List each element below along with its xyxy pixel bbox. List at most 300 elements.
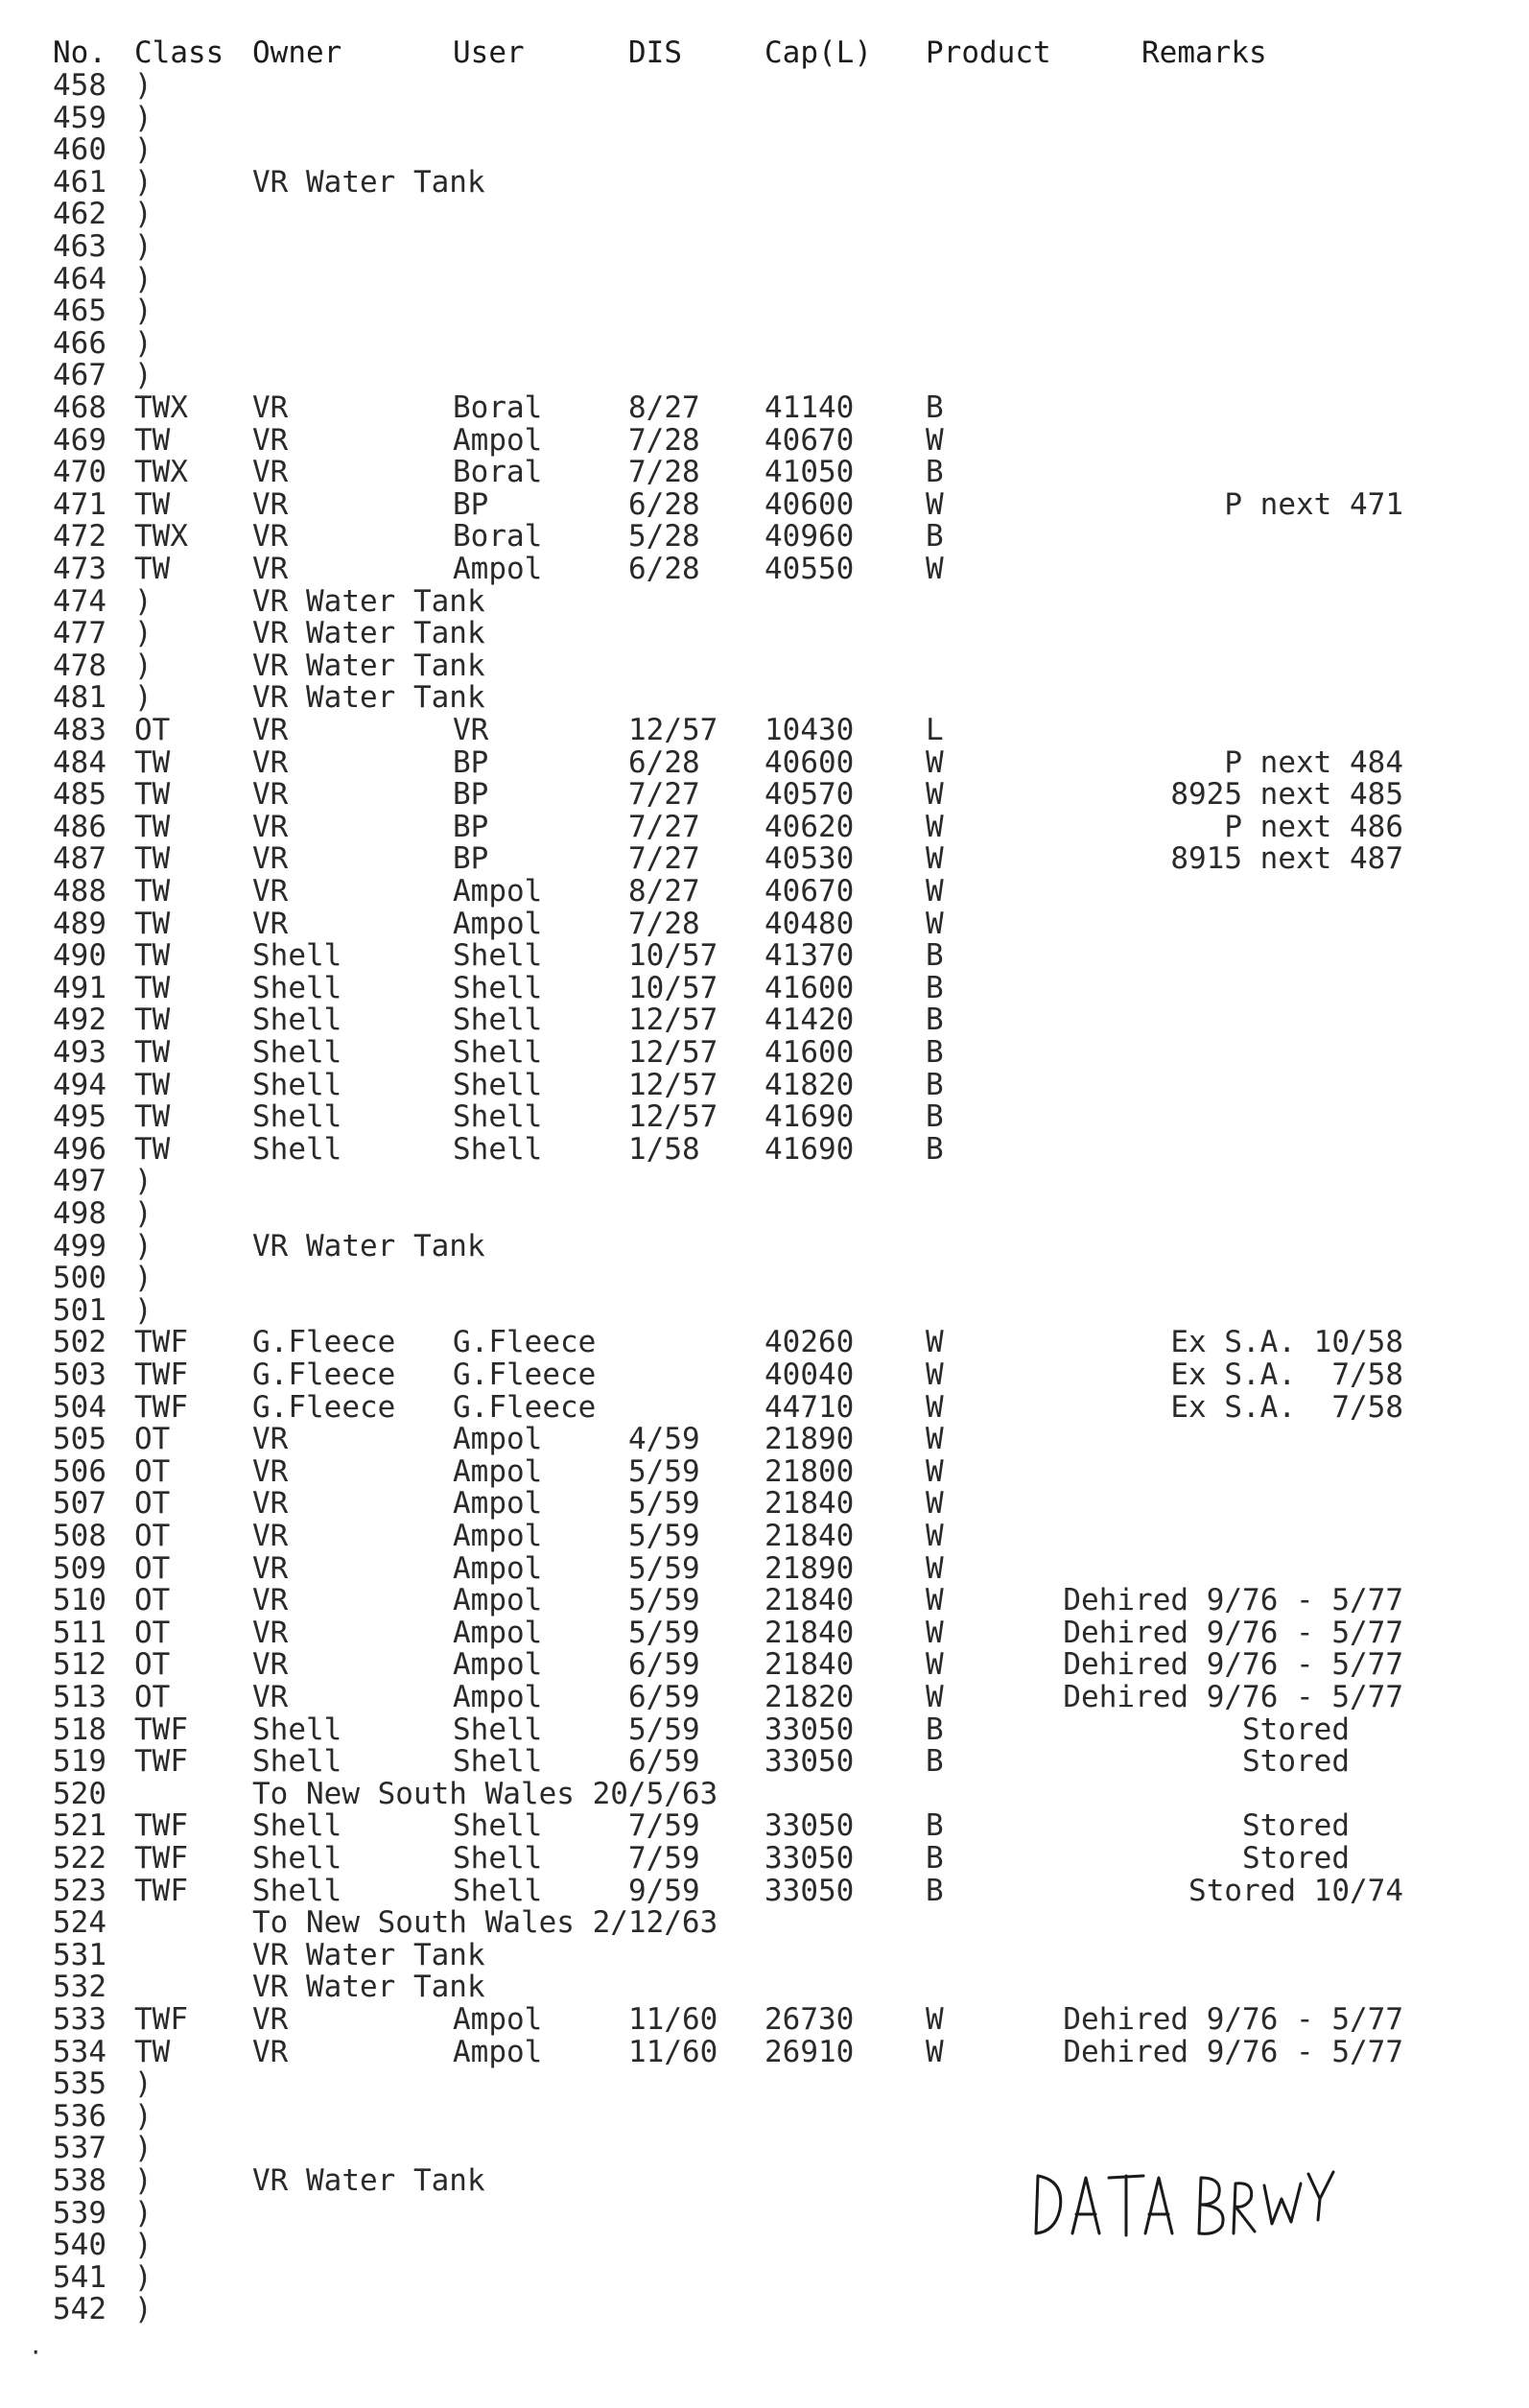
cell-remarks: Stored bbox=[1242, 1841, 1403, 1876]
table-row bbox=[0, 585, 1529, 618]
cell-user: Boral bbox=[453, 455, 543, 490]
cell-owner: Shell bbox=[252, 1003, 342, 1038]
cell-no: 521 bbox=[53, 1808, 106, 1844]
cell-class: OT bbox=[134, 1422, 171, 1457]
cell-no: 536 bbox=[53, 2098, 106, 2134]
cell-product: B bbox=[926, 1099, 944, 1135]
cell-owner: VR Water Tank bbox=[252, 1228, 485, 1263]
table-row bbox=[0, 746, 1529, 779]
cell-cap: 41600 bbox=[764, 970, 855, 1005]
cell-dis: 10/57 bbox=[628, 970, 718, 1005]
cell-user: Shell bbox=[453, 1808, 543, 1844]
cell-no: 522 bbox=[53, 1841, 106, 1876]
cell-dis: 12/57 bbox=[628, 713, 718, 747]
cell-cap: 21820 bbox=[764, 1680, 855, 1714]
cell-product: W bbox=[926, 809, 944, 844]
cell-no: 508 bbox=[53, 1519, 106, 1553]
cell-class: ) bbox=[134, 1292, 153, 1328]
cell-product: B bbox=[926, 1003, 944, 1038]
cell-no: 518 bbox=[53, 1712, 106, 1747]
table-row bbox=[0, 842, 1529, 875]
cell-dis: 9/59 bbox=[628, 1873, 700, 1908]
cell-dis: 12/57 bbox=[628, 1099, 718, 1135]
table-row bbox=[0, 875, 1529, 908]
cell-cap: 40480 bbox=[764, 906, 855, 941]
cell-class: ) bbox=[134, 2195, 153, 2231]
cell-owner: Shell bbox=[252, 970, 342, 1005]
table-row bbox=[0, 1584, 1529, 1617]
cell-product: B bbox=[926, 1744, 944, 1780]
table-row bbox=[0, 1971, 1529, 2003]
cell-user: Shell bbox=[453, 1744, 543, 1780]
cell-dis: 8/27 bbox=[628, 390, 700, 425]
cell-class: TW bbox=[134, 841, 171, 877]
cell-no: 467 bbox=[53, 358, 106, 393]
cell-product: W bbox=[926, 1583, 944, 1618]
cell-product: B bbox=[926, 1712, 944, 1747]
table-row bbox=[0, 1487, 1529, 1520]
table-row bbox=[0, 553, 1529, 585]
table-row bbox=[0, 1778, 1529, 1810]
cell-product: B bbox=[926, 1841, 944, 1876]
cell-class: TWX bbox=[134, 455, 188, 490]
cell-remarks: Stored bbox=[1242, 1712, 1403, 1747]
cell-no: 484 bbox=[53, 744, 106, 780]
table-row bbox=[0, 456, 1529, 488]
table-row bbox=[0, 1423, 1529, 1455]
cell-class: ) bbox=[134, 164, 153, 200]
header-owner: Owner bbox=[252, 35, 342, 70]
cell-cap: 33050 bbox=[764, 1808, 855, 1844]
cell-class: ) bbox=[134, 229, 153, 264]
cell-class: TWF bbox=[134, 1744, 188, 1780]
cell-dis: 5/28 bbox=[628, 519, 700, 555]
cell-class: TW bbox=[134, 1035, 171, 1070]
cell-dis: 7/28 bbox=[628, 422, 700, 458]
cell-dis: 6/59 bbox=[628, 1680, 700, 1714]
cell-user: Ampol bbox=[453, 1486, 543, 1522]
cell-class: ) bbox=[134, 2259, 153, 2295]
cell-class: ) bbox=[134, 2292, 153, 2327]
cell-dis: 7/28 bbox=[628, 906, 700, 941]
table-row bbox=[0, 1745, 1529, 1778]
cell-class: TWF bbox=[134, 2002, 188, 2037]
cell-user: Shell bbox=[453, 1003, 543, 1038]
cell-user: Shell bbox=[453, 970, 543, 1005]
cell-owner: Shell bbox=[252, 1067, 342, 1102]
cell-user: Ampol bbox=[453, 2002, 543, 2037]
cell-no: 541 bbox=[53, 2259, 106, 2295]
cell-owner: G.Fleece bbox=[252, 1357, 396, 1392]
table-row bbox=[0, 1230, 1529, 1263]
cell-user: Shell bbox=[453, 1131, 543, 1167]
cell-class: TWX bbox=[134, 390, 188, 425]
table-row bbox=[0, 1358, 1529, 1391]
cell-no: 473 bbox=[53, 552, 106, 586]
cell-product: W bbox=[926, 1325, 944, 1360]
cell-remarks: Stored bbox=[1242, 1744, 1403, 1780]
cell-user: Ampol bbox=[453, 1519, 543, 1553]
cell-owner: Shell bbox=[252, 938, 342, 974]
table-row bbox=[0, 1939, 1529, 1971]
cell-cap: 40040 bbox=[764, 1357, 855, 1392]
cell-no: 462 bbox=[53, 197, 106, 232]
cell-owner: VR bbox=[252, 1422, 289, 1457]
cell-owner: VR Water Tank bbox=[252, 680, 485, 716]
cell-product: W bbox=[926, 2002, 944, 2037]
cell-class: OT bbox=[134, 1550, 171, 1586]
cell-remarks: Ex S.A. 10/58 bbox=[1170, 1325, 1403, 1360]
cell-owner: VR bbox=[252, 552, 289, 586]
cell-no: 519 bbox=[53, 1744, 106, 1780]
cell-remarks: P next 471 bbox=[1224, 486, 1403, 522]
cell-class: TW bbox=[134, 2034, 171, 2069]
cell-product: W bbox=[926, 422, 944, 458]
cell-owner: VR bbox=[252, 1453, 289, 1489]
cell-dis: 7/27 bbox=[628, 777, 700, 813]
table-row bbox=[0, 1003, 1529, 1036]
cell-no: 461 bbox=[53, 164, 106, 200]
cell-remarks: Stored 10/74 bbox=[1188, 1873, 1403, 1908]
header-product: Product bbox=[926, 35, 1051, 70]
cell-cap: 10430 bbox=[764, 713, 855, 747]
table-row bbox=[0, 520, 1529, 553]
cell-user: Ampol bbox=[453, 422, 543, 458]
cell-product: B bbox=[926, 1808, 944, 1844]
cell-no: 520 bbox=[53, 1776, 106, 1811]
cell-no: 502 bbox=[53, 1325, 106, 1360]
cell-product: W bbox=[926, 1519, 944, 1553]
table-row bbox=[0, 1100, 1529, 1133]
cell-user: Shell bbox=[453, 1099, 543, 1135]
table-row bbox=[0, 1648, 1529, 1681]
table-row bbox=[0, 2293, 1529, 2325]
cell-no: 542 bbox=[53, 2292, 106, 2327]
cell-product: W bbox=[926, 1453, 944, 1489]
table-row bbox=[0, 1391, 1529, 1424]
cell-no: 507 bbox=[53, 1486, 106, 1522]
cell-remarks: Dehired 9/76 - 5/77 bbox=[1063, 2034, 1403, 2069]
cell-owner: VR bbox=[252, 2034, 289, 2069]
cell-user: Shell bbox=[453, 938, 543, 974]
cell-class: TW bbox=[134, 938, 171, 974]
cell-cap: 21840 bbox=[764, 1583, 855, 1618]
cell-product: B bbox=[926, 1131, 944, 1167]
cell-owner: VR bbox=[252, 1550, 289, 1586]
cell-cap: 26730 bbox=[764, 2002, 855, 2037]
cell-cap: 21840 bbox=[764, 1486, 855, 1522]
cell-cap: 33050 bbox=[764, 1744, 855, 1780]
cell-user: Ampol bbox=[453, 1647, 543, 1683]
cell-no: 498 bbox=[53, 1196, 106, 1231]
cell-product: B bbox=[926, 938, 944, 974]
cell-no: 533 bbox=[53, 2002, 106, 2037]
cell-class: ) bbox=[134, 261, 153, 296]
table-row bbox=[0, 133, 1529, 166]
cell-no: 485 bbox=[53, 777, 106, 813]
header-user: User bbox=[453, 35, 525, 70]
cell-cap: 41420 bbox=[764, 1003, 855, 1038]
cell-remarks: P next 484 bbox=[1224, 744, 1403, 780]
cell-class: ) bbox=[134, 197, 153, 232]
cell-remarks: 8925 next 485 bbox=[1170, 777, 1403, 813]
cell-no: 513 bbox=[53, 1680, 106, 1714]
cell-no: 511 bbox=[53, 1615, 106, 1650]
cell-owner: Shell bbox=[252, 1131, 342, 1167]
cell-product: B bbox=[926, 970, 944, 1005]
cell-class: TWF bbox=[134, 1325, 188, 1360]
handwritten-note bbox=[1026, 2157, 1343, 2243]
cell-class: TW bbox=[134, 1003, 171, 1038]
cell-dis: 6/59 bbox=[628, 1647, 700, 1683]
cell-user: Ampol bbox=[453, 1583, 543, 1618]
table-row bbox=[0, 2100, 1529, 2133]
cell-cap: 41050 bbox=[764, 455, 855, 490]
cell-user: Ampol bbox=[453, 1453, 543, 1489]
cell-cap: 44710 bbox=[764, 1389, 855, 1425]
cell-dis: 5/59 bbox=[628, 1550, 700, 1586]
header-cap: Cap(L) bbox=[764, 35, 872, 70]
cell-product: B bbox=[926, 455, 944, 490]
cell-product: L bbox=[926, 713, 944, 747]
cell-cap: 40600 bbox=[764, 744, 855, 780]
cell-owner: Shell bbox=[252, 1841, 342, 1876]
cell-cap: 40960 bbox=[764, 519, 855, 555]
cell-note: To New South Wales 2/12/63 bbox=[252, 1905, 718, 1941]
cell-remarks: P next 486 bbox=[1224, 809, 1403, 844]
cell-class: ) bbox=[134, 1196, 153, 1231]
cell-cap: 21840 bbox=[764, 1615, 855, 1650]
cell-cap: 40600 bbox=[764, 486, 855, 522]
table-row bbox=[0, 1809, 1529, 1842]
cell-class: ) bbox=[134, 1228, 153, 1263]
cell-user: G.Fleece bbox=[453, 1357, 597, 1392]
cell-cap: 40570 bbox=[764, 777, 855, 813]
table-row bbox=[0, 1197, 1529, 1230]
cell-class: TW bbox=[134, 422, 171, 458]
cell-class: ) bbox=[134, 1164, 153, 1199]
cell-cap: 33050 bbox=[764, 1873, 855, 1908]
cell-owner: VR Water Tank bbox=[252, 583, 485, 619]
cell-no: 497 bbox=[53, 1164, 106, 1199]
cell-cap: 21890 bbox=[764, 1550, 855, 1586]
cell-product: W bbox=[926, 1486, 944, 1522]
stray-mark: · bbox=[29, 2339, 43, 2366]
cell-class: ) bbox=[134, 616, 153, 651]
cell-class: ) bbox=[134, 2066, 153, 2102]
cell-note: To New South Wales 20/5/63 bbox=[252, 1776, 718, 1811]
cell-owner: G.Fleece bbox=[252, 1325, 396, 1360]
cell-dis: 7/27 bbox=[628, 841, 700, 877]
cell-class: OT bbox=[134, 1583, 171, 1618]
cell-class: TW bbox=[134, 552, 171, 586]
cell-no: 481 bbox=[53, 680, 106, 716]
cell-class: OT bbox=[134, 1680, 171, 1714]
cell-product: W bbox=[926, 552, 944, 586]
cell-cap: 21840 bbox=[764, 1647, 855, 1683]
cell-no: 488 bbox=[53, 874, 106, 909]
table-row bbox=[0, 391, 1529, 424]
cell-user: BP bbox=[453, 809, 489, 844]
cell-owner: VR bbox=[252, 519, 289, 555]
cell-no: 499 bbox=[53, 1228, 106, 1263]
cell-no: 523 bbox=[53, 1873, 106, 1908]
cell-no: 505 bbox=[53, 1422, 106, 1457]
cell-no: 490 bbox=[53, 938, 106, 974]
cell-product: W bbox=[926, 1615, 944, 1650]
cell-cap: 26910 bbox=[764, 2034, 855, 2069]
cell-owner: Shell bbox=[252, 1744, 342, 1780]
cell-no: 495 bbox=[53, 1099, 106, 1135]
cell-dis: 1/58 bbox=[628, 1131, 700, 1167]
cell-dis: 7/28 bbox=[628, 455, 700, 490]
cell-user: Ampol bbox=[453, 2034, 543, 2069]
cell-product: W bbox=[926, 874, 944, 909]
cell-product: W bbox=[926, 744, 944, 780]
cell-no: 472 bbox=[53, 519, 106, 555]
cell-owner: VR Water Tank bbox=[252, 1970, 485, 2005]
cell-no: 540 bbox=[53, 2228, 106, 2263]
table-row bbox=[0, 908, 1529, 940]
cell-product: W bbox=[926, 486, 944, 522]
table-row bbox=[0, 1617, 1529, 1649]
cell-owner: VR Water Tank bbox=[252, 648, 485, 683]
cell-owner: VR bbox=[252, 1519, 289, 1553]
cell-owner: VR bbox=[252, 422, 289, 458]
cell-owner: VR bbox=[252, 1486, 289, 1522]
cell-dis: 5/59 bbox=[628, 1486, 700, 1522]
cell-class: TW bbox=[134, 809, 171, 844]
table-row bbox=[0, 1906, 1529, 1939]
cell-dis: 7/59 bbox=[628, 1841, 700, 1876]
cell-dis: 12/57 bbox=[628, 1067, 718, 1102]
table-row bbox=[0, 327, 1529, 360]
cell-class: ) bbox=[134, 294, 153, 329]
cell-no: 464 bbox=[53, 261, 106, 296]
cell-user: Ampol bbox=[453, 874, 543, 909]
cell-product: B bbox=[926, 1035, 944, 1070]
cell-dis: 6/28 bbox=[628, 486, 700, 522]
cell-product: B bbox=[926, 519, 944, 555]
header-remarks: Remarks bbox=[1141, 35, 1267, 70]
cell-user: Shell bbox=[453, 1712, 543, 1747]
cell-no: 489 bbox=[53, 906, 106, 941]
header-class: Class bbox=[134, 35, 224, 70]
cell-dis: 12/57 bbox=[628, 1003, 718, 1038]
cell-cap: 41690 bbox=[764, 1099, 855, 1135]
cell-no: 494 bbox=[53, 1067, 106, 1102]
cell-owner: VR Water Tank bbox=[252, 2163, 485, 2198]
cell-cap: 33050 bbox=[764, 1841, 855, 1876]
cell-remarks: Stored bbox=[1242, 1808, 1403, 1844]
cell-cap: 41690 bbox=[764, 1131, 855, 1167]
cell-no: 487 bbox=[53, 841, 106, 877]
cell-class: ) bbox=[134, 1261, 153, 1296]
cell-no: 512 bbox=[53, 1647, 106, 1683]
cell-user: VR bbox=[453, 713, 489, 747]
cell-no: 477 bbox=[53, 616, 106, 651]
table-row bbox=[0, 2003, 1529, 2036]
table-row bbox=[0, 972, 1529, 1004]
cell-cap: 41140 bbox=[764, 390, 855, 425]
cell-owner: Shell bbox=[252, 1873, 342, 1908]
cell-no: 534 bbox=[53, 2034, 106, 2069]
table-row bbox=[0, 2036, 1529, 2068]
table-row bbox=[0, 69, 1529, 102]
table-row bbox=[0, 1552, 1529, 1585]
table-row bbox=[0, 1681, 1529, 1713]
cell-class: ) bbox=[134, 2131, 153, 2166]
table-row bbox=[0, 424, 1529, 457]
cell-user: BP bbox=[453, 744, 489, 780]
cell-no: 492 bbox=[53, 1003, 106, 1038]
cell-owner: VR bbox=[252, 390, 289, 425]
cell-cap: 21840 bbox=[764, 1519, 855, 1553]
header-dis: DIS bbox=[628, 35, 682, 70]
cell-dis: 11/60 bbox=[628, 2034, 718, 2069]
cell-no: 470 bbox=[53, 455, 106, 490]
cell-remarks: Ex S.A. 7/58 bbox=[1170, 1357, 1403, 1392]
cell-class: TW bbox=[134, 1067, 171, 1102]
cell-no: 459 bbox=[53, 100, 106, 135]
table-row bbox=[0, 714, 1529, 746]
cell-owner: VR bbox=[252, 455, 289, 490]
cell-owner: VR bbox=[252, 1647, 289, 1683]
cell-class: OT bbox=[134, 1453, 171, 1489]
cell-owner: Shell bbox=[252, 1808, 342, 1844]
cell-no: 469 bbox=[53, 422, 106, 458]
cell-user: Shell bbox=[453, 1841, 543, 1876]
cell-dis: 5/59 bbox=[628, 1615, 700, 1650]
cell-remarks: Dehired 9/76 - 5/77 bbox=[1063, 1680, 1403, 1714]
cell-class: TWF bbox=[134, 1808, 188, 1844]
cell-product: W bbox=[926, 1422, 944, 1457]
cell-dis: 6/28 bbox=[628, 744, 700, 780]
cell-product: W bbox=[926, 777, 944, 813]
cell-no: 524 bbox=[53, 1905, 106, 1941]
table-row bbox=[0, 166, 1529, 199]
table-row bbox=[0, 359, 1529, 391]
cell-product: B bbox=[926, 1873, 944, 1908]
cell-cap: 21890 bbox=[764, 1422, 855, 1457]
cell-product: B bbox=[926, 1067, 944, 1102]
cell-product: W bbox=[926, 1357, 944, 1392]
cell-product: B bbox=[926, 390, 944, 425]
cell-no: 539 bbox=[53, 2195, 106, 2231]
cell-user: Shell bbox=[453, 1035, 543, 1070]
cell-no: 510 bbox=[53, 1583, 106, 1618]
cell-cap: 41600 bbox=[764, 1035, 855, 1070]
cell-no: 493 bbox=[53, 1035, 106, 1070]
cell-user: Boral bbox=[453, 519, 543, 555]
cell-no: 503 bbox=[53, 1357, 106, 1392]
cell-no: 483 bbox=[53, 713, 106, 747]
cell-no: 460 bbox=[53, 132, 106, 168]
cell-owner: VR bbox=[252, 1615, 289, 1650]
cell-owner: VR bbox=[252, 777, 289, 813]
cell-owner: VR bbox=[252, 1583, 289, 1618]
cell-owner: VR bbox=[252, 874, 289, 909]
cell-user: BP bbox=[453, 486, 489, 522]
cell-no: 500 bbox=[53, 1261, 106, 1296]
cell-class: ) bbox=[134, 2098, 153, 2134]
cell-user: Shell bbox=[453, 1873, 543, 1908]
cell-class: TWF bbox=[134, 1357, 188, 1392]
cell-no: 538 bbox=[53, 2163, 106, 2198]
cell-dis: 5/59 bbox=[628, 1712, 700, 1747]
table-row bbox=[0, 488, 1529, 521]
table-row bbox=[0, 295, 1529, 327]
